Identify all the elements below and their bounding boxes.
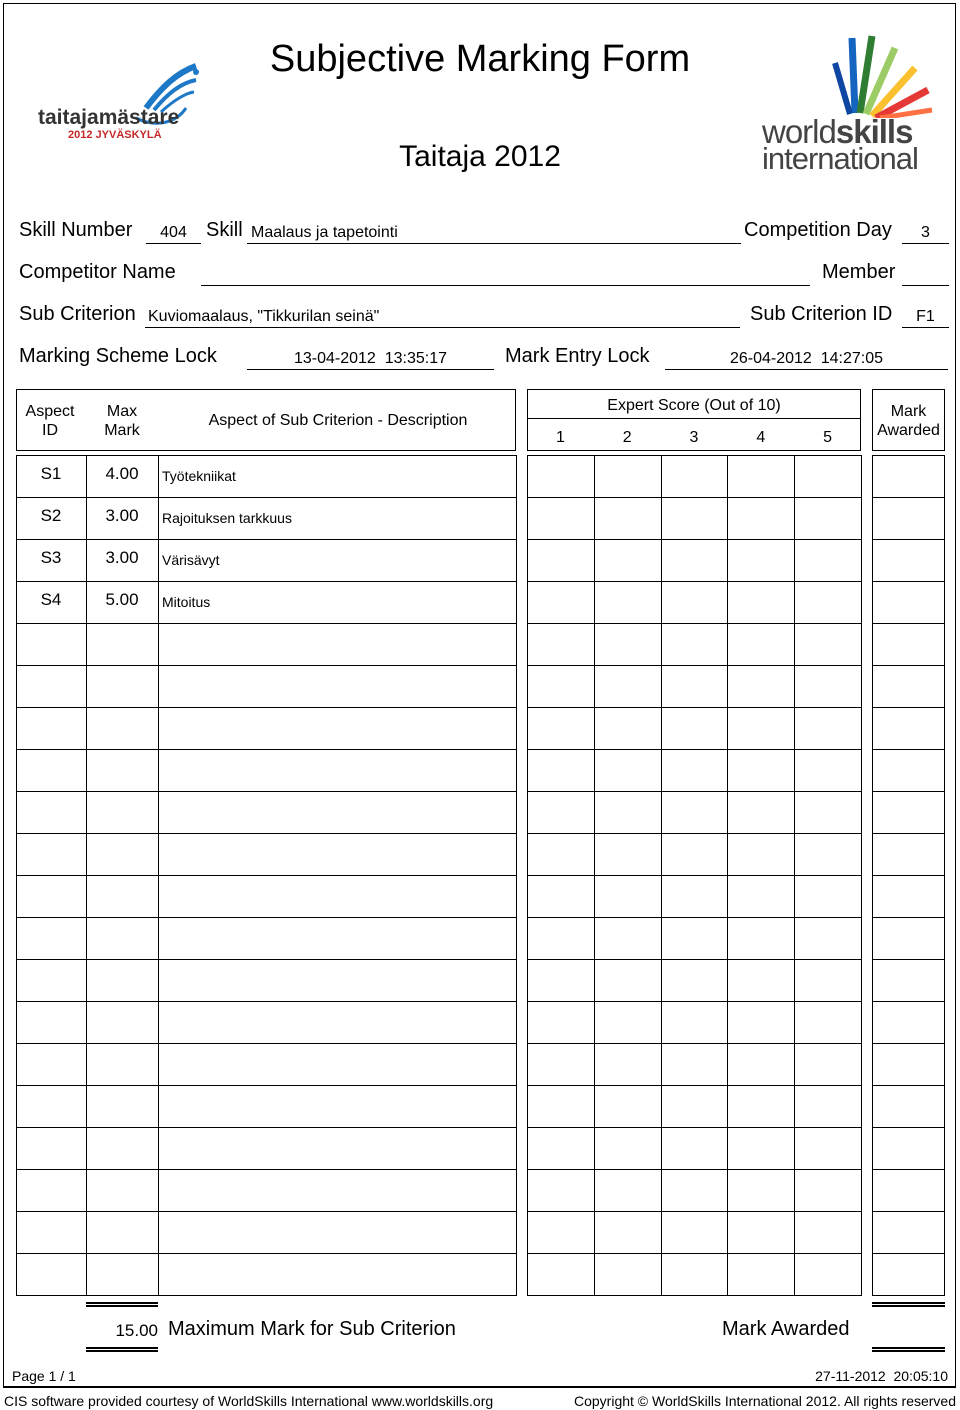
- cell-mark-awarded[interactable]: [872, 1043, 945, 1086]
- cell-expert-score[interactable]: [727, 1085, 795, 1128]
- mark-entry-lock-label: Mark Entry Lock: [505, 345, 650, 367]
- cell-expert-score[interactable]: [594, 875, 662, 918]
- cell-aspect-id: [16, 707, 87, 750]
- cell-expert-score[interactable]: [527, 1085, 595, 1128]
- cell-expert-score[interactable]: [661, 1043, 729, 1086]
- cell-expert-score[interactable]: [794, 1253, 862, 1296]
- marking-scheme-lock-label: Marking Scheme Lock: [19, 345, 217, 367]
- cell-expert-score[interactable]: [727, 623, 795, 666]
- footer-left-note: CIS software provided courtesy of WorldSkills International www.worldskills.org: [4, 1393, 494, 1409]
- max-total-top-rule: [86, 1302, 158, 1307]
- worldskills-logo-skills: skills: [835, 113, 913, 150]
- cell-aspect-id: [16, 1043, 87, 1086]
- cell-expert-score[interactable]: [661, 917, 729, 960]
- row-max-mark: 3.00: [105, 506, 139, 525]
- max-total-value: 15.00: [115, 1321, 158, 1340]
- cell-expert-score[interactable]: [594, 1253, 662, 1296]
- cell-expert-score[interactable]: [794, 1127, 862, 1170]
- cell-aspect-id: [16, 1001, 87, 1044]
- cell-mark-awarded[interactable]: [872, 833, 945, 876]
- member-label: Member: [822, 261, 896, 283]
- header-expert-col: 3: [689, 429, 699, 446]
- cell-expert-score[interactable]: [661, 833, 729, 876]
- cell-expert-score[interactable]: [527, 1127, 595, 1170]
- footer-right-note: Copyright © WorldSkills International 2012. All rights reserved: [573, 1393, 956, 1409]
- sub-criterion-value: Kuviomaalaus, "Tikkurilan seinä": [148, 308, 380, 325]
- row-aspect-id: S3: [40, 548, 62, 567]
- cell-aspect-id: [16, 1127, 87, 1170]
- cell-description: [158, 791, 517, 834]
- cell-expert-score[interactable]: [594, 1001, 662, 1044]
- header-aspect-id: Aspect ID: [25, 403, 75, 439]
- marking-scheme-lock-value: 13-04-2012 13:35:17: [293, 350, 447, 367]
- row-aspect-id: S4: [40, 590, 62, 609]
- cell-description: [158, 833, 517, 876]
- cell-expert-score[interactable]: [661, 959, 729, 1002]
- skill-label: Skill: [206, 219, 243, 241]
- cell-expert-score[interactable]: [594, 1043, 662, 1086]
- header-description: Aspect of Sub Criterion - Description: [208, 412, 468, 429]
- cell-max-mark: [86, 959, 159, 1002]
- cell-expert-score[interactable]: [527, 623, 595, 666]
- cell-expert-score[interactable]: [594, 665, 662, 708]
- cell-mark-awarded[interactable]: [872, 1085, 945, 1128]
- cell-expert-score[interactable]: [661, 539, 729, 582]
- cell-expert-score[interactable]: [794, 581, 862, 624]
- cell-description: [158, 749, 517, 792]
- cell-aspect-id: [16, 1085, 87, 1128]
- cell-max-mark: [86, 875, 159, 918]
- cell-description: [158, 1001, 517, 1044]
- cell-expert-score[interactable]: [794, 665, 862, 708]
- cell-max-mark: [86, 665, 159, 708]
- cell-expert-score[interactable]: [727, 581, 795, 624]
- cell-max-mark: [86, 1211, 159, 1254]
- cell-expert-score[interactable]: [527, 749, 595, 792]
- cell-expert-score[interactable]: [594, 581, 662, 624]
- cell-expert-score[interactable]: [594, 707, 662, 750]
- cell-expert-score[interactable]: [527, 833, 595, 876]
- cell-expert-score[interactable]: [794, 455, 862, 498]
- cell-max-mark: [86, 791, 159, 834]
- cell-expert-score[interactable]: [727, 1127, 795, 1170]
- row-max-mark: 5.00: [105, 590, 139, 609]
- mark-awarded-total-label: Mark Awarded: [722, 1318, 850, 1340]
- cell-expert-score[interactable]: [661, 1085, 729, 1128]
- cell-expert-score[interactable]: [594, 623, 662, 666]
- max-total-label: Maximum Mark for Sub Criterion: [168, 1318, 456, 1340]
- cell-mark-awarded[interactable]: [872, 917, 945, 960]
- mark-entry-lock-value: 26-04-2012 14:27:05: [729, 350, 883, 367]
- cell-expert-score[interactable]: [661, 791, 729, 834]
- cell-expert-score[interactable]: [727, 455, 795, 498]
- cell-expert-score[interactable]: [594, 1127, 662, 1170]
- cell-mark-awarded[interactable]: [872, 959, 945, 1002]
- cell-mark-awarded[interactable]: [872, 707, 945, 750]
- mark-awarded-total-top-rule: [872, 1302, 945, 1307]
- cell-expert-score[interactable]: [794, 707, 862, 750]
- cell-description: [158, 875, 517, 918]
- cell-max-mark: [86, 707, 159, 750]
- cell-max-mark: [86, 833, 159, 876]
- cell-expert-score[interactable]: [727, 917, 795, 960]
- cell-expert-score[interactable]: [594, 1169, 662, 1212]
- cell-expert-score[interactable]: [527, 1253, 595, 1296]
- cell-expert-score[interactable]: [661, 581, 729, 624]
- competition-day-value: 3: [921, 224, 930, 241]
- cell-expert-score[interactable]: [727, 665, 795, 708]
- cell-max-mark: [86, 1253, 159, 1296]
- cell-mark-awarded[interactable]: [872, 1211, 945, 1254]
- cell-expert-score[interactable]: [661, 1253, 729, 1296]
- cell-expert-score[interactable]: [527, 707, 595, 750]
- cell-max-mark: [86, 1127, 159, 1170]
- cell-max-mark: [86, 1169, 159, 1212]
- cell-expert-score[interactable]: [527, 1211, 595, 1254]
- cell-max-mark: [86, 1001, 159, 1044]
- cell-expert-score[interactable]: [594, 539, 662, 582]
- row-aspect-id: S2: [40, 506, 62, 525]
- row-aspect-id: S1: [40, 464, 62, 483]
- cell-expert-score[interactable]: [661, 1001, 729, 1044]
- cell-expert-score[interactable]: [794, 623, 862, 666]
- cell-expert-score[interactable]: [594, 791, 662, 834]
- sub-criterion-id-label: Sub Criterion ID: [750, 303, 893, 325]
- cell-expert-score[interactable]: [661, 749, 729, 792]
- cell-expert-score[interactable]: [727, 497, 795, 540]
- cell-mark-awarded[interactable]: [872, 665, 945, 708]
- cell-aspect-id: [16, 623, 87, 666]
- cell-max-mark: [86, 749, 159, 792]
- cell-description: [158, 1169, 517, 1212]
- cell-expert-score[interactable]: [527, 1001, 595, 1044]
- cell-expert-score[interactable]: [527, 665, 595, 708]
- cell-expert-score[interactable]: [794, 875, 862, 918]
- expert-header-divider: [527, 418, 861, 419]
- skill-value: Maalaus ja tapetointi: [251, 224, 398, 241]
- cell-expert-score[interactable]: [794, 833, 862, 876]
- cell-expert-score[interactable]: [661, 455, 729, 498]
- row-max-mark: 3.00: [105, 548, 139, 567]
- header-expert-col: 2: [622, 429, 632, 446]
- row-description: Rajoituksen tarkkuus: [162, 510, 292, 526]
- taitaja-logo-text: taitajamästare: [38, 106, 180, 129]
- cell-description: [158, 1043, 517, 1086]
- cell-aspect-id: [16, 959, 87, 1002]
- cell-mark-awarded[interactable]: [872, 1253, 945, 1296]
- cell-expert-score[interactable]: [727, 1169, 795, 1212]
- cell-expert-score[interactable]: [727, 539, 795, 582]
- cell-expert-score[interactable]: [727, 749, 795, 792]
- cell-description: [158, 917, 517, 960]
- cell-description: [158, 623, 517, 666]
- cell-aspect-id: [16, 875, 87, 918]
- cell-expert-score[interactable]: [794, 1001, 862, 1044]
- cell-mark-awarded[interactable]: [872, 581, 945, 624]
- cell-expert-score[interactable]: [794, 539, 862, 582]
- cell-expert-score[interactable]: [594, 1085, 662, 1128]
- cell-expert-score[interactable]: [594, 1211, 662, 1254]
- row-description: Työtekniikat: [162, 468, 236, 484]
- header-expert-col: 1: [555, 429, 565, 446]
- cell-description: [158, 665, 517, 708]
- cell-mark-awarded[interactable]: [872, 539, 945, 582]
- cell-expert-score[interactable]: [727, 1211, 795, 1254]
- cell-expert-score[interactable]: [794, 1211, 862, 1254]
- cell-expert-score[interactable]: [794, 791, 862, 834]
- skill-number-value: 404: [160, 224, 187, 241]
- competitor-name-label: Competitor Name: [19, 261, 176, 283]
- cell-expert-score[interactable]: [527, 917, 595, 960]
- cell-mark-awarded[interactable]: [872, 749, 945, 792]
- cell-expert-score[interactable]: [794, 1043, 862, 1086]
- cell-max-mark: [86, 1085, 159, 1128]
- page-number: Page 1 / 1: [12, 1368, 76, 1384]
- cell-expert-score[interactable]: [661, 875, 729, 918]
- row-description: Mitoitus: [162, 594, 211, 610]
- cell-mark-awarded[interactable]: [872, 1127, 945, 1170]
- cell-expert-score[interactable]: [661, 623, 729, 666]
- sub-criterion-label: Sub Criterion: [19, 303, 136, 325]
- cell-expert-score[interactable]: [727, 1001, 795, 1044]
- cell-expert-score[interactable]: [794, 917, 862, 960]
- cell-expert-score[interactable]: [594, 833, 662, 876]
- cell-expert-score[interactable]: [527, 581, 595, 624]
- mark-awarded-total-bottom-rule: [872, 1347, 945, 1352]
- cell-aspect-id: [16, 749, 87, 792]
- cell-aspect-id: [16, 833, 87, 876]
- header-expert-score: Expert Score (Out of 10): [607, 397, 781, 414]
- competition-day-label: Competition Day: [744, 219, 892, 241]
- cell-aspect-id: [16, 1211, 87, 1254]
- cell-max-mark: [86, 917, 159, 960]
- cell-expert-score[interactable]: [727, 833, 795, 876]
- cell-expert-score[interactable]: [727, 707, 795, 750]
- cell-expert-score[interactable]: [794, 497, 862, 540]
- cell-description: [158, 1127, 517, 1170]
- cell-mark-awarded[interactable]: [872, 875, 945, 918]
- cell-expert-score[interactable]: [727, 875, 795, 918]
- cell-aspect-id: [16, 1253, 87, 1296]
- worldskills-logo-world: world: [762, 113, 836, 150]
- cell-expert-score[interactable]: [527, 455, 595, 498]
- header-expert-col: 4: [756, 429, 766, 446]
- row-description: Värisävyt: [162, 552, 220, 568]
- cell-expert-score[interactable]: [594, 917, 662, 960]
- cell-mark-awarded[interactable]: [872, 455, 945, 498]
- cell-mark-awarded[interactable]: [872, 791, 945, 834]
- taitaja-logo-sub: 2012 JYVÄSKYLÄ: [68, 129, 162, 141]
- cell-expert-score[interactable]: [527, 791, 595, 834]
- max-total-bottom-rule: [86, 1347, 158, 1352]
- header-max-mark: Max Mark: [104, 403, 140, 439]
- cell-expert-score[interactable]: [794, 1085, 862, 1128]
- row-max-mark: 4.00: [105, 464, 139, 483]
- cell-mark-awarded[interactable]: [872, 623, 945, 666]
- cell-expert-score[interactable]: [661, 1127, 729, 1170]
- cell-aspect-id: [16, 791, 87, 834]
- cell-expert-score[interactable]: [527, 1169, 595, 1212]
- page-subtitle: Taitaja 2012: [399, 140, 561, 173]
- cell-expert-score[interactable]: [794, 749, 862, 792]
- page-title: Subjective Marking Form: [269, 38, 691, 80]
- cell-expert-score[interactable]: [594, 497, 662, 540]
- cell-expert-score[interactable]: [527, 1043, 595, 1086]
- cell-expert-score[interactable]: [594, 455, 662, 498]
- cell-expert-score[interactable]: [527, 539, 595, 582]
- cell-expert-score[interactable]: [727, 791, 795, 834]
- cell-expert-score[interactable]: [727, 1253, 795, 1296]
- cell-description: [158, 1085, 517, 1128]
- cell-expert-score[interactable]: [727, 959, 795, 1002]
- cell-expert-score[interactable]: [594, 959, 662, 1002]
- cell-expert-score[interactable]: [661, 665, 729, 708]
- cell-expert-score[interactable]: [527, 875, 595, 918]
- cell-description: [158, 581, 517, 624]
- cell-expert-score[interactable]: [527, 959, 595, 1002]
- cell-description: [158, 959, 517, 1002]
- sub-criterion-id-value: F1: [916, 308, 935, 325]
- cell-description: [158, 707, 517, 750]
- cell-aspect-id: [16, 1169, 87, 1212]
- skill-number-label: Skill Number: [19, 219, 133, 241]
- print-timestamp: 27-11-2012 20:05:10: [815, 1368, 948, 1384]
- cell-expert-score[interactable]: [594, 749, 662, 792]
- cell-expert-score[interactable]: [661, 707, 729, 750]
- cell-mark-awarded[interactable]: [872, 1169, 945, 1212]
- cell-aspect-id: [16, 665, 87, 708]
- cell-expert-score[interactable]: [527, 497, 595, 540]
- cell-description: [158, 1253, 517, 1296]
- header-expert-col: 5: [823, 429, 833, 446]
- cell-expert-score[interactable]: [794, 1169, 862, 1212]
- cell-max-mark: [86, 1043, 159, 1086]
- cell-description: [158, 1211, 517, 1254]
- footer-rule: [3, 1387, 956, 1388]
- cell-mark-awarded[interactable]: [872, 1001, 945, 1044]
- cell-expert-score[interactable]: [661, 497, 729, 540]
- cell-aspect-id: [16, 917, 87, 960]
- cell-expert-score[interactable]: [794, 959, 862, 1002]
- cell-expert-score[interactable]: [727, 1043, 795, 1086]
- header-mark-awarded: Mark Awarded: [877, 403, 940, 439]
- cell-expert-score[interactable]: [661, 1169, 729, 1212]
- cell-mark-awarded[interactable]: [872, 497, 945, 540]
- cell-expert-score[interactable]: [661, 1211, 729, 1254]
- cell-max-mark: [86, 623, 159, 666]
- worldskills-logo-line2: international: [762, 141, 918, 176]
